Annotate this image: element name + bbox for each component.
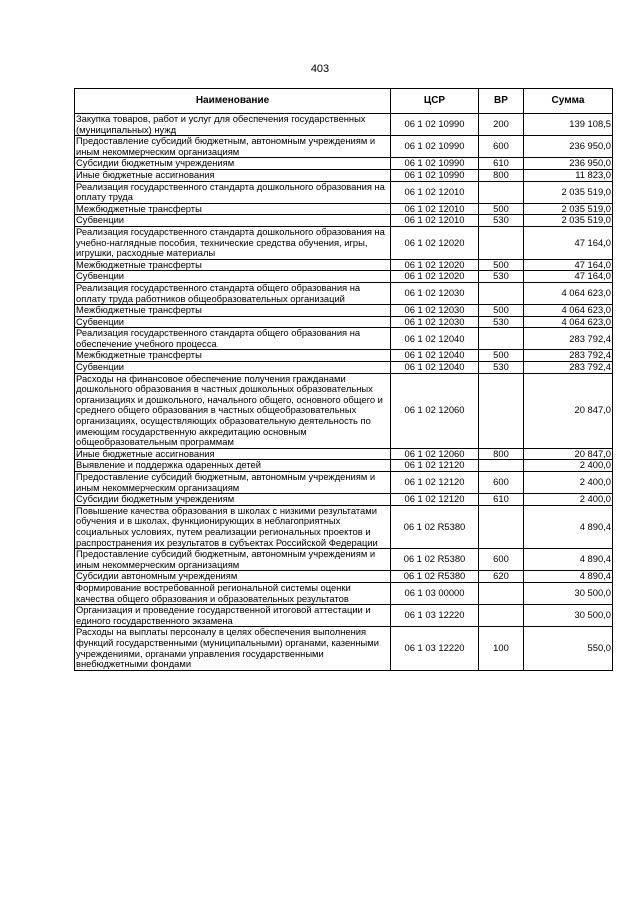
table-row xyxy=(75,605,613,627)
page-number: 403 xyxy=(310,63,330,75)
cell-vr: 530 xyxy=(479,362,524,374)
cell-sum: 20 847,0 xyxy=(524,448,613,460)
cell-name: Организация и проведение государственной итоговой аттестации и единого государственного экзамена xyxy=(75,605,391,627)
cell-sum: 2 035 519,0 xyxy=(524,181,613,203)
table-row xyxy=(75,373,613,448)
cell-sum: 47 164,0 xyxy=(524,271,613,283)
cell-name: Реализация государственного стандарта дошкольного образования на оплату труда xyxy=(75,181,391,203)
cell-csr: 06 1 02 R5380 xyxy=(391,549,479,571)
budget-table xyxy=(74,88,613,671)
cell-sum: 30 500,0 xyxy=(524,605,613,627)
cell-csr: 06 1 02 R5380 xyxy=(391,571,479,583)
cell-vr xyxy=(479,505,524,548)
cell-name: Реализация государственного стандарта общего образования на оплату труда работников общеобразовательных организаций xyxy=(75,282,391,304)
cell-name: Субвенции xyxy=(75,271,391,283)
cell-vr: 200 xyxy=(479,114,524,136)
cell-vr: 600 xyxy=(479,136,524,158)
cell-csr: 06 1 02 12040 xyxy=(391,350,479,362)
cell-vr: 620 xyxy=(479,571,524,583)
cell-csr: 06 1 02 12060 xyxy=(391,448,479,460)
cell-sum: 283 792,4 xyxy=(524,350,613,362)
cell-csr: 06 1 02 10990 xyxy=(391,114,479,136)
cell-vr xyxy=(479,282,524,304)
cell-name: Расходы на финансовое обеспечение получения гражданами дошкольного образования в частных дошкольных образовательных организациях и дошкольного, начального общего, основного общего и среднего общего образования в частных общеобразовательных организациях, осуществляющих образовательную деятельность по имеющим государственную аккредитацию основным общеобразовательным программам xyxy=(75,373,391,448)
cell-vr: 800 xyxy=(479,448,524,460)
cell-sum: 283 792,4 xyxy=(524,328,613,350)
table-row xyxy=(75,627,613,670)
table-row xyxy=(75,136,613,158)
cell-csr: 06 1 02 10990 xyxy=(391,136,479,158)
table-row xyxy=(75,203,613,215)
cell-vr: 500 xyxy=(479,203,524,215)
table-row xyxy=(75,472,613,494)
cell-name: Предоставление субсидий бюджетным, автономным учреждениям и иным некоммерческим организациям xyxy=(75,549,391,571)
cell-sum: 47 164,0 xyxy=(524,259,613,271)
table-row xyxy=(75,505,613,548)
cell-sum: 4 064 623,0 xyxy=(524,305,613,317)
cell-csr: 06 1 03 12220 xyxy=(391,627,479,670)
cell-sum: 47 164,0 xyxy=(524,226,613,259)
cell-csr: 06 1 03 00000 xyxy=(391,582,479,604)
cell-csr: 06 1 02 12120 xyxy=(391,494,479,506)
table-row xyxy=(75,350,613,362)
cell-csr: 06 1 02 12120 xyxy=(391,460,479,472)
cell-vr: 800 xyxy=(479,169,524,181)
header-name: Наименование xyxy=(75,89,391,114)
cell-csr: 06 1 02 12020 xyxy=(391,271,479,283)
cell-name: Межбюджетные трансферты xyxy=(75,305,391,317)
cell-sum: 4 064 623,0 xyxy=(524,282,613,304)
cell-name: Предоставление субсидий бюджетным, автономным учреждениям и иным некоммерческим организациям xyxy=(75,472,391,494)
cell-vr xyxy=(479,181,524,203)
cell-csr: 06 1 02 12040 xyxy=(391,328,479,350)
table-row xyxy=(75,259,613,271)
cell-sum: 4 890,4 xyxy=(524,549,613,571)
header-vr: ВР xyxy=(479,89,524,114)
table-row xyxy=(75,549,613,571)
cell-vr: 530 xyxy=(479,316,524,328)
cell-name: Формирование востребованной региональной системы оценки качества общего образования и образовательных результатов xyxy=(75,582,391,604)
table-row xyxy=(75,114,613,136)
cell-name: Субвенции xyxy=(75,316,391,328)
cell-name: Межбюджетные трансферты xyxy=(75,350,391,362)
cell-name: Межбюджетные трансферты xyxy=(75,259,391,271)
cell-csr: 06 1 02 12120 xyxy=(391,472,479,494)
table-row xyxy=(75,215,613,227)
cell-vr: 600 xyxy=(479,472,524,494)
table-row xyxy=(75,271,613,283)
table-row xyxy=(75,226,613,259)
cell-sum: 2 400,0 xyxy=(524,460,613,472)
table-row xyxy=(75,328,613,350)
table-header-row xyxy=(75,89,613,114)
table-row xyxy=(75,305,613,317)
cell-name: Предоставление субсидий бюджетным, автономным учреждениям и иным некоммерческим организациям xyxy=(75,136,391,158)
cell-vr xyxy=(479,328,524,350)
cell-sum: 30 500,0 xyxy=(524,582,613,604)
table-row xyxy=(75,316,613,328)
table-row xyxy=(75,282,613,304)
header-csr: ЦСР xyxy=(391,89,479,114)
cell-csr: 06 1 02 12010 xyxy=(391,203,479,215)
cell-sum: 550,0 xyxy=(524,627,613,670)
cell-csr: 06 1 02 12010 xyxy=(391,181,479,203)
cell-sum: 236 950,0 xyxy=(524,136,613,158)
header-sum: Сумма xyxy=(524,89,613,114)
cell-sum: 11 823,0 xyxy=(524,169,613,181)
cell-vr: 610 xyxy=(479,158,524,170)
cell-vr: 600 xyxy=(479,549,524,571)
cell-name: Субвенции xyxy=(75,215,391,227)
cell-csr: 06 1 02 12030 xyxy=(391,316,479,328)
table-row xyxy=(75,582,613,604)
table-row xyxy=(75,158,613,170)
cell-vr: 500 xyxy=(479,305,524,317)
cell-vr: 100 xyxy=(479,627,524,670)
cell-name: Субсидии бюджетным учреждениям xyxy=(75,158,391,170)
cell-vr: 500 xyxy=(479,259,524,271)
cell-name: Субсидии бюджетным учреждениям xyxy=(75,494,391,506)
cell-csr: 06 1 02 12060 xyxy=(391,373,479,448)
cell-csr: 06 1 02 R5380 xyxy=(391,505,479,548)
cell-name: Межбюджетные трансферты xyxy=(75,203,391,215)
table-row xyxy=(75,362,613,374)
cell-name: Повышение качества образования в школах с низкими результатами обучения и в школах, функционирующих в неблагоприятных социальных условиях, путем реализации региональных проектов и распространения их результатов в субъектах Российской Федерации xyxy=(75,505,391,548)
cell-name: Иные бюджетные ассигнования xyxy=(75,448,391,460)
cell-vr xyxy=(479,582,524,604)
cell-csr: 06 1 02 12030 xyxy=(391,305,479,317)
cell-sum: 139 108,5 xyxy=(524,114,613,136)
table-row xyxy=(75,494,613,506)
cell-sum: 236 950,0 xyxy=(524,158,613,170)
cell-sum: 2 035 519,0 xyxy=(524,215,613,227)
cell-vr xyxy=(479,605,524,627)
cell-sum: 2 400,0 xyxy=(524,494,613,506)
cell-vr xyxy=(479,226,524,259)
table-row xyxy=(75,181,613,203)
cell-sum: 283 792,4 xyxy=(524,362,613,374)
cell-name: Иные бюджетные ассигнования xyxy=(75,169,391,181)
cell-csr: 06 1 02 12010 xyxy=(391,215,479,227)
cell-csr: 06 1 02 12020 xyxy=(391,226,479,259)
cell-sum: 4 890,4 xyxy=(524,505,613,548)
table-body xyxy=(75,114,613,671)
cell-sum: 4 890,4 xyxy=(524,571,613,583)
cell-sum: 2 400,0 xyxy=(524,472,613,494)
cell-sum: 4 064 623,0 xyxy=(524,316,613,328)
cell-sum: 2 035 519,0 xyxy=(524,203,613,215)
cell-csr: 06 1 02 12040 xyxy=(391,362,479,374)
cell-csr: 06 1 03 12220 xyxy=(391,605,479,627)
cell-name: Выявление и поддержка одаренных детей xyxy=(75,460,391,472)
cell-vr: 500 xyxy=(479,350,524,362)
table-row xyxy=(75,448,613,460)
cell-vr xyxy=(479,373,524,448)
cell-name: Субвенции xyxy=(75,362,391,374)
cell-csr: 06 1 02 10990 xyxy=(391,169,479,181)
cell-csr: 06 1 02 12030 xyxy=(391,282,479,304)
cell-vr: 610 xyxy=(479,494,524,506)
cell-sum: 20 847,0 xyxy=(524,373,613,448)
cell-csr: 06 1 02 12020 xyxy=(391,259,479,271)
table-row xyxy=(75,169,613,181)
cell-name: Субсидии автономным учреждениям xyxy=(75,571,391,583)
table-row xyxy=(75,460,613,472)
cell-name: Реализация государственного стандарта дошкольного образования на учебно-наглядные пособия, технические средства обучения, игры, игрушки, расходные материалы xyxy=(75,226,391,259)
table-row xyxy=(75,571,613,583)
cell-vr: 530 xyxy=(479,271,524,283)
cell-name: Расходы на выплаты персоналу в целях обеспечения выполнения функций государственными (муниципальными) органами, казенными учреждениями, органами управления государственными внебюджетными фондами xyxy=(75,627,391,670)
cell-vr xyxy=(479,460,524,472)
cell-vr: 530 xyxy=(479,215,524,227)
cell-csr: 06 1 02 10990 xyxy=(391,158,479,170)
cell-name: Реализация государственного стандарта общего образования на обеспечение учебного процесса xyxy=(75,328,391,350)
cell-name: Закупка товаров, работ и услуг для обеспечения государственных (муниципальных) нужд xyxy=(75,114,391,136)
